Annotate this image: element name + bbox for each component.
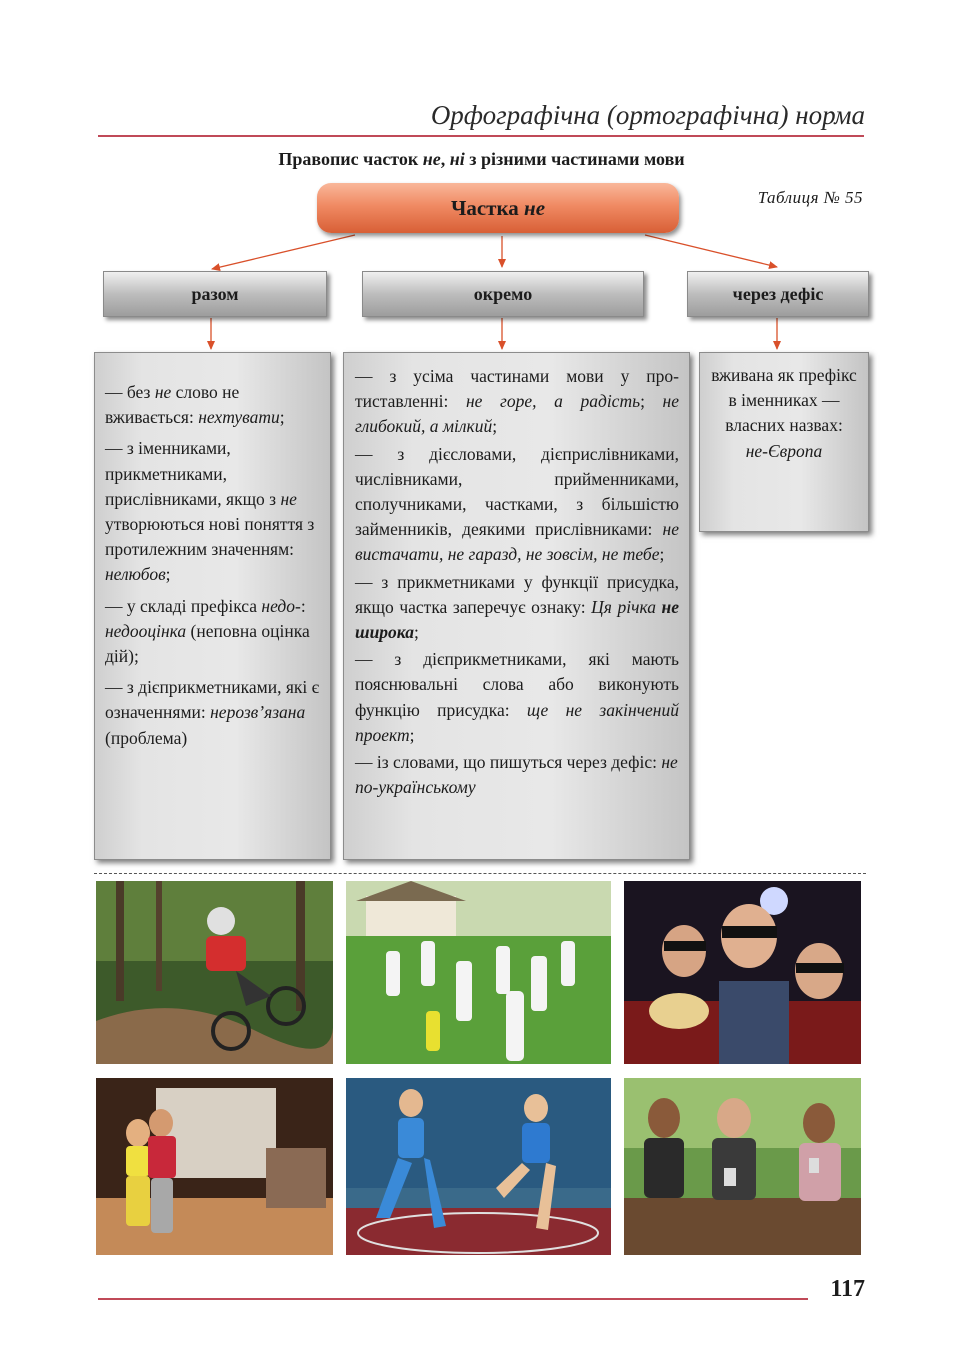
subtitle-particle-ne: не xyxy=(422,149,441,169)
rule-item: — з дієприкметниками, які мають пояснювальні слова або виконують функцію присудка: ще не закінчений проект; xyxy=(355,649,679,745)
rule-item: — з дієприкметниками, які є означеннями: нерозв’язана (проблема) xyxy=(105,677,320,748)
category-okremo: окремо xyxy=(362,271,644,317)
rule-item: — з дієсловами, дієприслівниками, числівниками, прийменниками, сполучниками, частками, з більшістю займенників, деякими прислівниками: не вистачати, не гаразд, не зовсім, не тебе; xyxy=(355,443,679,565)
photo-cinema-3d-audience xyxy=(624,881,861,1064)
rule-item: — із словами, що пишуться через дефіс: не по-українському xyxy=(355,752,678,798)
photo-people-with-phones xyxy=(624,1078,861,1255)
photo-folk-dance-circle xyxy=(346,881,611,1064)
rules-razom xyxy=(94,352,331,860)
photo-mountain-biker xyxy=(96,881,333,1064)
chapter-title: Орфографічна (ортографічна) норма xyxy=(430,100,865,130)
category-defis: через дефіс xyxy=(687,271,869,317)
rules-okremo xyxy=(343,352,690,860)
main-node-particle: не xyxy=(524,195,546,220)
subtitle-particle-ni: ні xyxy=(449,149,465,169)
rule-item: — у складі префікса недо-: недооцінка (неповна оцінка дій); xyxy=(105,595,310,667)
rule-item: — без не слово не вживається: нехтувати; xyxy=(105,382,285,428)
footer-rule xyxy=(98,1298,808,1300)
subtitle-text-start: Правопис часток xyxy=(278,149,423,169)
subtitle-comma: , xyxy=(440,149,450,169)
category-razom: разом xyxy=(103,271,327,317)
rule-item: — з прикметниками у функції присудка, якщо частка заперечує ознаку: Ця річка не широка; xyxy=(355,571,679,643)
page-number: 117 xyxy=(830,1276,865,1302)
rule-text: вживана як префікс в іменниках — власних назвах: xyxy=(711,365,857,436)
table-number: Таблиця № 55 xyxy=(757,188,863,207)
arrow-to-razom xyxy=(212,235,355,269)
main-node-particle-ne xyxy=(317,183,679,233)
main-node-label: Частка xyxy=(450,195,519,220)
subtitle-text-end: з різними частинами мови xyxy=(464,149,685,169)
rule-example: не-Європа xyxy=(745,440,823,461)
dashed-separator xyxy=(94,873,866,874)
photo-couple-dancing xyxy=(96,1078,333,1255)
rules-defis xyxy=(699,352,869,532)
rule-item: — з усіма частинами мови у протиставленні: не горе, а радість; не глибокий, а мілкий; xyxy=(355,366,679,437)
photo-ballroom-dancers xyxy=(346,1078,611,1255)
rule-item: — з іменниками, прикметниками, прислівниками, якщо з не утворюються нові поняття з протилежним значенням: нелюбов; xyxy=(105,438,315,585)
arrow-to-defis xyxy=(645,235,777,267)
